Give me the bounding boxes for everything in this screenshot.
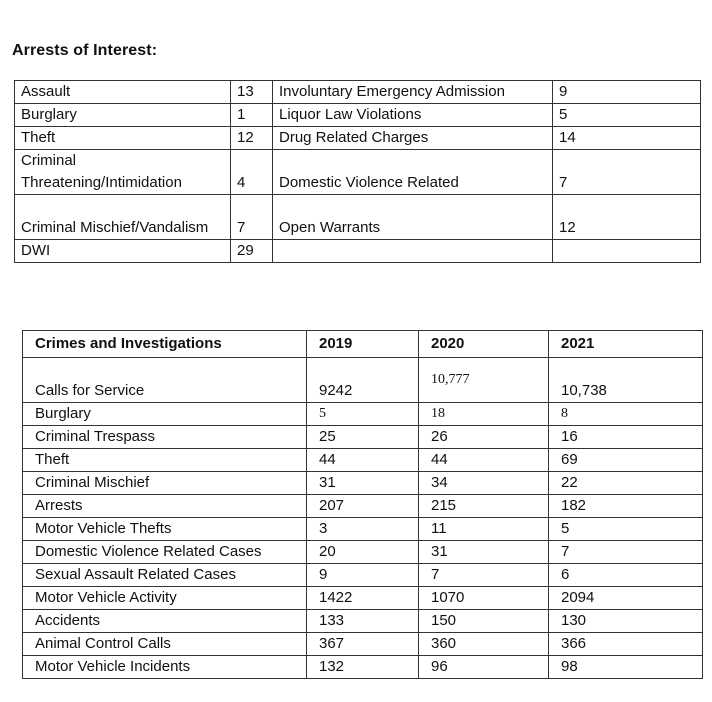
value-2019: 207 — [307, 495, 419, 518]
crime-label: Animal Control Calls — [23, 633, 307, 656]
crime-label: Calls for Service — [23, 358, 307, 403]
value-2020: 360 — [419, 633, 549, 656]
value-2020: 10,777 — [419, 358, 549, 403]
column-header-2021: 2021 — [549, 331, 703, 358]
table-row — [15, 195, 701, 240]
value-2021: 7 — [549, 541, 703, 564]
value-2021: 69 — [549, 449, 703, 472]
value-2019: 133 — [307, 610, 419, 633]
table-row — [23, 564, 703, 587]
table-row — [23, 518, 703, 541]
table-header-row — [23, 331, 703, 358]
arrest-label: Drug Related Charges — [273, 127, 553, 150]
value-2020: 11 — [419, 518, 549, 541]
arrest-count: 5 — [553, 104, 701, 127]
arrest-count: 4 — [231, 150, 273, 195]
value-2021: 16 — [549, 426, 703, 449]
table-row — [15, 81, 701, 104]
crime-label: Accidents — [23, 610, 307, 633]
crime-label: Theft — [23, 449, 307, 472]
value-2020: 7 — [419, 564, 549, 587]
column-header-category: Crimes and Investigations — [23, 331, 307, 358]
crime-label: Sexual Assault Related Cases — [23, 564, 307, 587]
value-2021: 8 — [549, 403, 703, 426]
table-row — [23, 472, 703, 495]
table-row — [23, 633, 703, 656]
arrest-count: 7 — [231, 195, 273, 240]
value-2020: 26 — [419, 426, 549, 449]
crime-label: Motor Vehicle Activity — [23, 587, 307, 610]
arrest-count: 12 — [553, 195, 701, 240]
table-row — [23, 495, 703, 518]
arrest-count: 29 — [231, 240, 273, 263]
value-2019: 5 — [307, 403, 419, 426]
arrest-label — [273, 240, 553, 263]
crime-label: Motor Vehicle Thefts — [23, 518, 307, 541]
arrest-label: Liquor Law Violations — [273, 104, 553, 127]
table-row — [23, 426, 703, 449]
value-2021: 10,738 — [549, 358, 703, 403]
arrest-label: Open Warrants — [273, 195, 553, 240]
arrest-count: 7 — [553, 150, 701, 195]
table-row — [23, 449, 703, 472]
value-2020: 31 — [419, 541, 549, 564]
value-2021: 366 — [549, 633, 703, 656]
crime-label: Criminal Mischief — [23, 472, 307, 495]
value-2020: 34 — [419, 472, 549, 495]
value-2019: 367 — [307, 633, 419, 656]
crime-label: Arrests — [23, 495, 307, 518]
value-2019: 9 — [307, 564, 419, 587]
value-2020: 18 — [419, 403, 549, 426]
value-2019: 31 — [307, 472, 419, 495]
arrest-label: Assault — [15, 81, 231, 104]
value-2021: 5 — [549, 518, 703, 541]
arrests-heading: Arrests of Interest: — [12, 42, 158, 59]
value-2019: 1422 — [307, 587, 419, 610]
crime-label: Domestic Violence Related Cases — [23, 541, 307, 564]
crime-label: Motor Vehicle Incidents — [23, 656, 307, 679]
arrest-count — [553, 240, 701, 263]
arrest-count: 13 — [231, 81, 273, 104]
table-row — [15, 127, 701, 150]
table-row — [23, 541, 703, 564]
arrest-label: Involuntary Emergency Admission — [273, 81, 553, 104]
value-2020: 150 — [419, 610, 549, 633]
arrest-count: 14 — [553, 127, 701, 150]
table-row — [15, 240, 701, 263]
arrests-of-interest-table — [14, 80, 701, 263]
arrest-count: 12 — [231, 127, 273, 150]
table-row — [23, 656, 703, 679]
table-row — [23, 587, 703, 610]
value-2020: 96 — [419, 656, 549, 679]
arrest-label: Burglary — [15, 104, 231, 127]
column-header-2020: 2020 — [419, 331, 549, 358]
value-2020: 215 — [419, 495, 549, 518]
crimes-investigations-table — [22, 330, 703, 679]
value-2021: 182 — [549, 495, 703, 518]
value-2019: 132 — [307, 656, 419, 679]
table-row — [15, 150, 701, 195]
value-2020: 44 — [419, 449, 549, 472]
arrest-label: DWI — [15, 240, 231, 263]
value-2021: 98 — [549, 656, 703, 679]
arrest-count: 9 — [553, 81, 701, 104]
value-2019: 44 — [307, 449, 419, 472]
value-2021: 22 — [549, 472, 703, 495]
value-2019: 20 — [307, 541, 419, 564]
value-2021: 2094 — [549, 587, 703, 610]
arrest-label: Theft — [15, 127, 231, 150]
column-header-2019: 2019 — [307, 331, 419, 358]
arrest-count: 1 — [231, 104, 273, 127]
table-row — [23, 358, 703, 403]
table-row — [15, 104, 701, 127]
value-2019: 25 — [307, 426, 419, 449]
table-row — [23, 610, 703, 633]
crime-label: Burglary — [23, 403, 307, 426]
value-2020: 1070 — [419, 587, 549, 610]
table-row — [23, 403, 703, 426]
value-2021: 130 — [549, 610, 703, 633]
crime-label: Criminal Trespass — [23, 426, 307, 449]
value-2021: 6 — [549, 564, 703, 587]
value-2019: 3 — [307, 518, 419, 541]
arrest-label: Criminal Threatening/Intimidation — [15, 150, 231, 195]
arrest-label: Criminal Mischief/Vandalism — [15, 195, 231, 240]
arrest-label: Domestic Violence Related — [273, 150, 553, 195]
value-2019: 9242 — [307, 358, 419, 403]
